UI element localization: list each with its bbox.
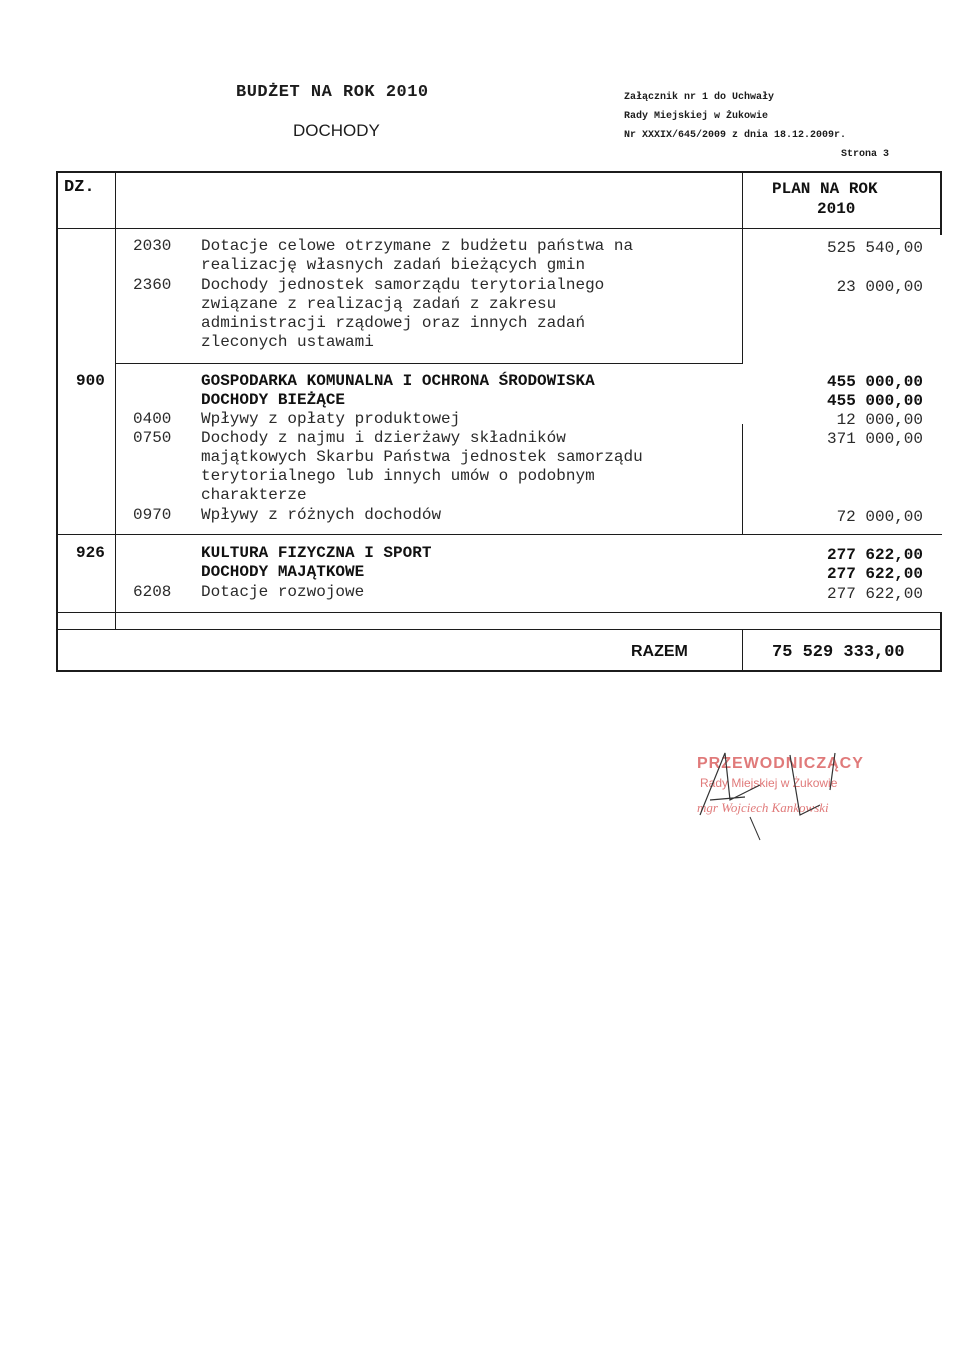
- section-divider-1: [115, 363, 743, 364]
- col-header-dz: DZ.: [64, 178, 95, 197]
- row-code: 0750: [133, 429, 172, 447]
- row-amount: 72 000,00: [836, 508, 923, 526]
- row-desc-line: terytorialnego lub innych umów o podobnym: [201, 467, 595, 485]
- row-amount: 277 622,00: [826, 585, 923, 603]
- plan-column-divider-top: [742, 171, 743, 364]
- dz-column-divider: [115, 171, 116, 630]
- section-title: KULTURA FIZYCZNA I SPORT: [201, 544, 432, 562]
- attachment-line-2: Rady Miejskiej w Żukowie: [624, 111, 769, 122]
- pre-total-border: [56, 629, 942, 630]
- section-amount: 455 000,00: [826, 373, 923, 391]
- row-desc-line: realizację własnych zadań bieżących gmin: [201, 256, 586, 274]
- section-sub-amount: 277 622,00: [826, 565, 923, 583]
- row-desc-line: majątkowych Skarbu Państwa jednostek samorządu: [201, 448, 643, 466]
- row-code: 0970: [133, 506, 172, 524]
- table-top-border: [56, 171, 942, 173]
- row-desc-line: Dotacje rozwojowe: [201, 583, 365, 601]
- table-right-border: [940, 171, 942, 235]
- budget-title: BUDŻET NA ROK 2010: [236, 83, 429, 102]
- page-number: Strona 3: [841, 149, 890, 160]
- row-desc-line: zleconych ustawami: [201, 333, 374, 351]
- total-divider: [742, 629, 743, 672]
- row-amount: 371 000,00: [826, 430, 923, 448]
- row-amount: 12 000,00: [836, 411, 923, 429]
- row-desc-line: Wpływy z opłaty produktowej: [201, 410, 461, 428]
- plan-column-divider-mid: [742, 424, 743, 534]
- row-desc-line: związane z realizacją zadań z zakresu: [201, 295, 557, 313]
- section-subtitle: DOCHODY MAJĄTKOWE: [201, 563, 365, 581]
- section-dz-code: 900: [76, 372, 105, 390]
- header-row-border: [56, 228, 942, 229]
- total-label: RAZEM: [631, 643, 688, 660]
- row-desc-line: Dochody z najmu i dzierżawy składników: [201, 429, 566, 447]
- row-amount: 23 000,00: [836, 278, 923, 296]
- row-amount: 525 540,00: [826, 239, 923, 257]
- section-divider-3: [56, 612, 942, 613]
- section-title: GOSPODARKA KOMUNALNA I OCHRONA ŚRODOWISKA: [201, 372, 595, 390]
- section-subtitle: DOCHODY BIEŻĄCE: [201, 391, 346, 409]
- attachment-line-3: Nr XXXIX/645/2009 z dnia 18.12.2009r.: [624, 130, 847, 141]
- total-left-border: [56, 629, 58, 672]
- row-code: 2030: [133, 237, 172, 255]
- table-bottom-border: [56, 670, 942, 672]
- row-desc-line: Dotacje celowe otrzymane z budżetu państwa na: [201, 237, 634, 255]
- section-divider-2: [56, 534, 942, 535]
- stamp-line-3: mgr Wojciech Kankowski: [697, 800, 829, 815]
- row-code: 2360: [133, 276, 172, 294]
- row-code: 6208: [133, 583, 172, 601]
- budget-subtitle: DOCHODY: [293, 121, 380, 140]
- total-amount: 75 529 333,00: [772, 643, 905, 662]
- col-header-plan-line2: 2010: [817, 200, 856, 218]
- row-desc-line: charakterze: [201, 486, 307, 504]
- stamp-title: PRZEWODNICZĄCY: [697, 755, 864, 772]
- row-desc-line: administracji rządowej oraz innych zadań: [201, 314, 586, 332]
- row-desc-line: Dochody jednostek samorządu terytorialnego: [201, 276, 605, 294]
- total-right-border: [940, 612, 942, 672]
- table-left-border: [56, 171, 58, 630]
- section-sub-amount: 455 000,00: [826, 392, 923, 410]
- stamp-line-2: Rady Miejskiej w Żukowie: [700, 776, 838, 790]
- signature-icon: [690, 745, 870, 845]
- attachment-line-1: Załącznik nr 1 do Uchwały: [624, 92, 775, 103]
- section-amount: 277 622,00: [826, 546, 923, 564]
- row-code: 0400: [133, 410, 172, 428]
- col-header-plan-line1: PLAN NA ROK: [772, 180, 878, 198]
- section-dz-code: 926: [76, 544, 105, 562]
- row-desc-line: Wpływy z różnych dochodów: [201, 506, 442, 524]
